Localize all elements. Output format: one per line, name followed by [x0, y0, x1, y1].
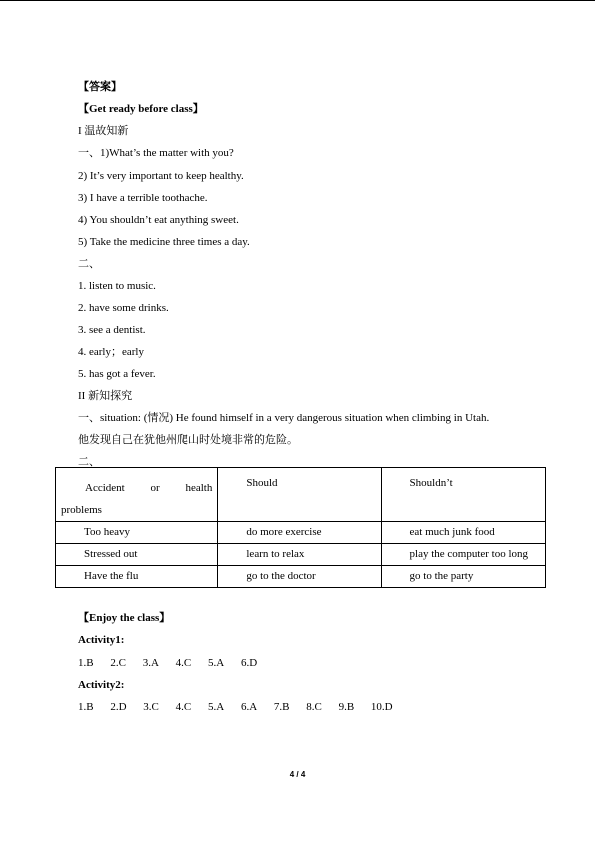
part2-title: 二、 — [78, 258, 100, 270]
explore-line: 一、situation: (情况) He found himself in a very dangerous situation when climbing in Utah. — [78, 412, 490, 424]
explore-title: II 新知探究 — [78, 390, 133, 402]
table-header-cell: Shouldn’t — [381, 468, 545, 522]
table-row — [56, 544, 546, 566]
table-header-cell: Should — [218, 468, 381, 522]
table-cell: learn to relax — [218, 544, 381, 566]
activity2-title: Activity2: — [78, 679, 125, 691]
explore-part2-title: 二、 — [78, 456, 100, 468]
part2-line: 1. listen to music. — [78, 280, 156, 292]
get-ready-heading: 【Get ready before class】 — [78, 103, 204, 115]
activity1-answers — [78, 656, 257, 670]
answer: 1.B — [78, 701, 94, 713]
part1-line: 3) I have a terrible toothache. — [78, 192, 208, 204]
table-header-row — [56, 468, 546, 522]
answer: 8.C — [306, 701, 322, 713]
answer: 4.C — [175, 657, 192, 669]
table-cell: do more exercise — [218, 522, 381, 544]
table-header-cell — [56, 468, 218, 522]
answer: 5.A — [207, 701, 225, 713]
header-word: problems — [61, 504, 102, 516]
answer: 10.D — [370, 701, 393, 713]
enjoy-heading: 【Enjoy the class】 — [78, 612, 171, 624]
answer-heading: 【答案】 — [78, 81, 122, 93]
header-word: health — [185, 482, 213, 494]
answer: 7.B — [273, 701, 290, 713]
part2-line: 3. see a dentist. — [78, 324, 146, 336]
table-cell: go to the doctor — [218, 566, 381, 588]
table-row — [56, 566, 546, 588]
explore-translation: 他发现自己在犹他州爬山时处境非常的危险。 — [78, 434, 298, 446]
review-title: I 温故知新 — [78, 125, 129, 137]
activity2-answers — [78, 700, 393, 714]
answer: 5.A — [207, 657, 225, 669]
part2-line: 4. early；early — [78, 346, 144, 358]
answer: 3.C — [143, 701, 159, 713]
advice-table — [55, 467, 546, 588]
part1-line: 一、1)What’s the matter with you? — [78, 147, 234, 159]
answer: 3.A — [142, 657, 159, 669]
answer: 9.B — [338, 701, 355, 713]
table-row — [56, 522, 546, 544]
table-cell: eat much junk food — [381, 522, 545, 544]
table-cell: Have the flu — [56, 566, 218, 588]
answer: 4.C — [175, 701, 192, 713]
answer: 2.D — [110, 701, 127, 713]
answer: 6.A — [240, 701, 258, 713]
header-word: Accident — [85, 482, 125, 494]
table-cell: Stressed out — [56, 544, 218, 566]
header-rule — [0, 0, 595, 1]
part1-line: 5) Take the medicine three times a day. — [78, 236, 250, 248]
part1-line: 2) It’s very important to keep healthy. — [78, 170, 244, 182]
table-cell: play the computer too long — [381, 544, 545, 566]
table-cell: go to the party — [381, 566, 545, 588]
part1-line: 4) You shouldn’t eat anything sweet. — [78, 214, 239, 226]
part2-line: 2. have some drinks. — [78, 302, 169, 314]
answer: 1.B — [78, 657, 94, 669]
answer: 6.D — [240, 657, 258, 669]
table-cell: Too heavy — [56, 522, 218, 544]
page-number: 4 / 4 — [289, 770, 306, 779]
header-word: or — [150, 482, 160, 494]
answer: 2.C — [110, 657, 126, 669]
part2-line: 5. has got a fever. — [78, 368, 156, 380]
activity1-title: Activity1: — [78, 634, 125, 646]
